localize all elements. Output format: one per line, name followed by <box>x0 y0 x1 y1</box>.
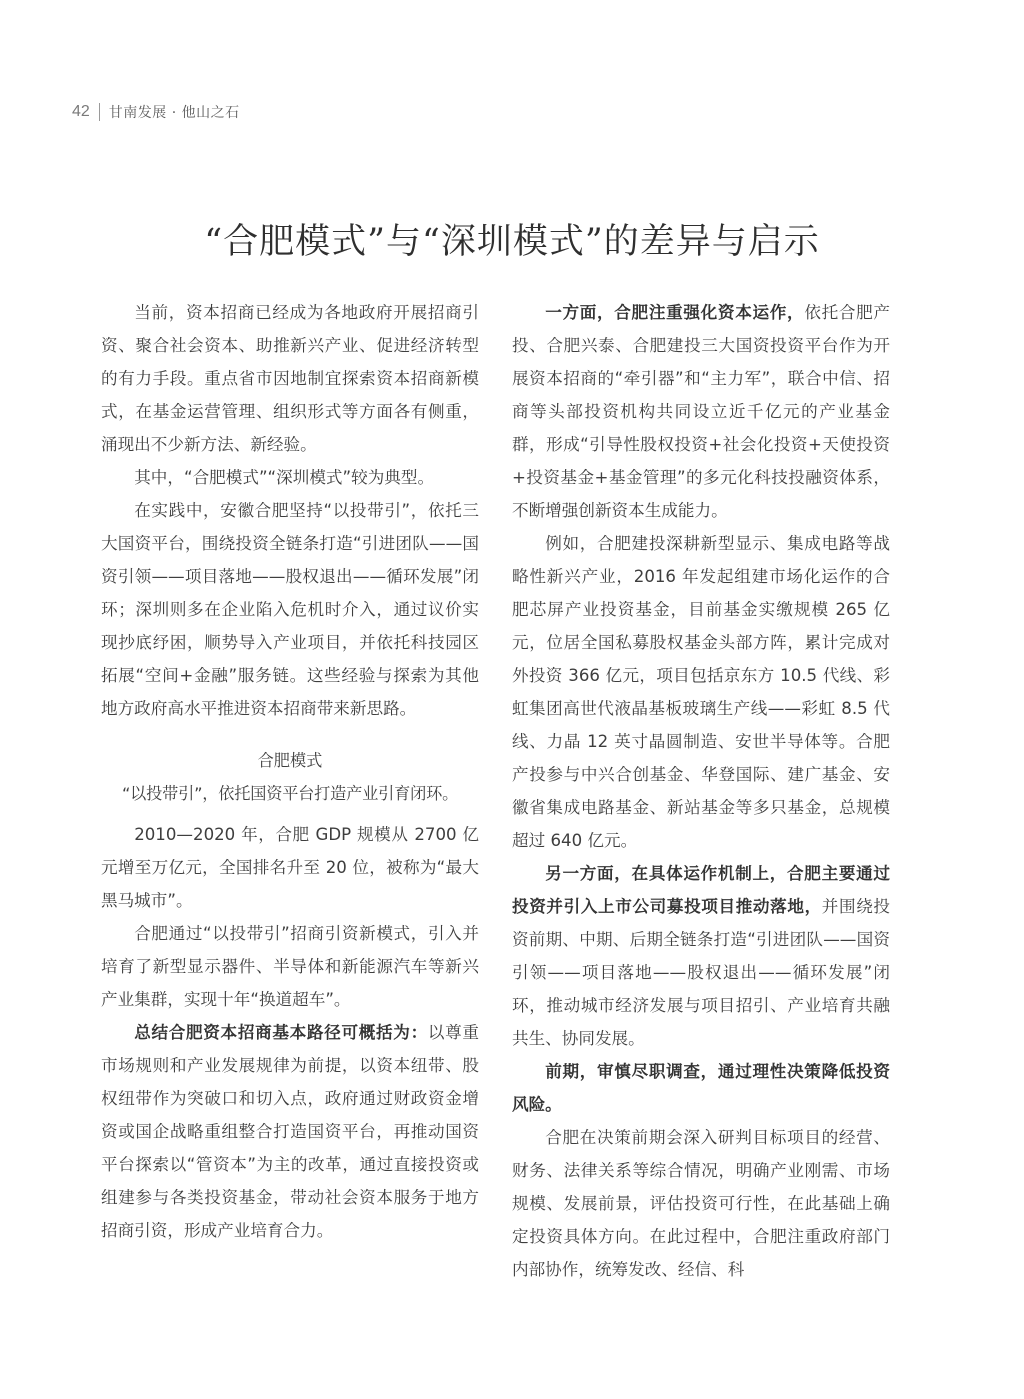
paragraph: 2010—2020 年，合肥 GDP 规模从 2700 亿元增至万亿元，全国排名升至 20 位，被称为“最大黑马城市”。 <box>101 825 479 910</box>
left-column <box>101 296 479 1247</box>
section-subheading: 合肥模式 <box>257 751 323 770</box>
paragraph: 例如，合肥建投深耕新型显示、集成电路等战略性新兴产业，2016 年发起组建市场化运作的合肥芯屏产业投资基金，目前基金实缴规模 265 亿元，位居全国私募股权基金头部方阵，累计完成对外投资 366 亿元，项目包括京东方 10.5 代线、彩虹集团高世代液晶基板玻璃生产线——彩虹 8.5 代线、力晶 12 英寸晶圆制造、安世半导体等。合肥产投参与中兴合创基金、华登国际、建广基金、安徽省集成电路基金、新站基金等多只基金，总规模超过 640 亿元。 <box>512 534 890 850</box>
paragraph-text: 以尊重市场规则和产业发展规律为前提，以资本纽带、股权纽带作为突破口和切入点，政府通过财政资金增资或国企战略重组整合打造国资平台，再推动国资平台探索以“管资本”为主的改革，通过直接投资或组建参与各类投资基金，带动社会资本服务于地方招商引资，形成产业培育合力。 <box>101 1023 480 1240</box>
section-lede: “以投带引”，依托国资平台打造产业引育闭环。 <box>121 784 459 803</box>
bold-heading-sentence: 前期，审慎尽职调查，通过理性决策降低投资风险。 <box>512 1062 890 1114</box>
article-title: “合肥模式”与“深圳模式”的差异与启示 <box>204 222 820 262</box>
paragraph: 当前，资本招商已经成为各地政府开展招商引资、聚合社会资本、助推新兴产业、促进经济转型的有力手段。重点省市因地制宜探索资本招商新模式，在基金运营管理、组织形式等方面各有侧重，涌现出不少新方法、新经验。 <box>101 303 479 454</box>
section-name: 甘南发展 · 他山之石 <box>108 105 240 121</box>
paragraph <box>512 857 890 1055</box>
paragraph-text: 依托合肥产投、合肥兴泰、合肥建投三大国资投资平台作为开展资本招商的“牵引器”和“主力军”，联合中信、招商等头部投资机构共同设立近千亿元的产业基金群，形成“引导性股权投资+社会化投资+天使投资+投资基金+基金管理”的多元化科技投融资体系，不断增强创新资本生成能力。 <box>512 303 891 520</box>
paragraph: 在实践中，安徽合肥坚持“以投带引”，依托三大国资平台，围绕投资全链条打造“引进团队——国资引领——项目落地——股权退出——循环发展”闭环；深圳则多在企业陷入危机时介入，通过议价实现抄底纾困，顺势导入产业项目，并依托科技园区拓展“空间+金融”服务链。这些经验与探索为其他地方政府高水平推进资本招商带来新思路。 <box>101 501 479 718</box>
paragraph: 合肥在决策前期会深入研判目标项目的经营、财务、法律关系等综合情况，明确产业刚需、市场规模、发展前景，评估投资可行性，在此基础上确定投资具体方向。在此过程中，合肥注重政府部门内部协作，统筹发改、经信、科 <box>512 1128 890 1279</box>
header-divider <box>99 103 100 121</box>
paragraph <box>101 1016 479 1247</box>
paragraph <box>512 1055 890 1121</box>
bold-lead-in: 一方面，合肥注重强化资本运作， <box>545 303 805 322</box>
right-column <box>512 296 890 1286</box>
paragraph-text: 并围绕投资前期、中期、后期全链条打造“引进团队——国资引领——项目落地——股权退出——循环发展”闭环，推动城市经济发展与项目招引、产业培育共融共生、协同发展。 <box>512 897 891 1048</box>
page-number: 42 <box>72 103 90 120</box>
paragraph <box>512 296 890 527</box>
bold-lead-in: 总结合肥资本招商基本路径可概括为： <box>134 1023 428 1042</box>
bold-lead-in: 另一方面，在具体运作机制上，合肥主要通过投资并引入上市公司募投项目推动落地， <box>512 864 890 916</box>
paragraph: 其中，“合肥模式”“深圳模式”较为典型。 <box>134 468 435 487</box>
paragraph: 合肥通过“以投带引”招商引资新模式，引入并培育了新型显示器件、半导体和新能源汽车等新兴产业集群，实现十年“换道超车”。 <box>101 924 479 1009</box>
running-header <box>72 101 240 123</box>
